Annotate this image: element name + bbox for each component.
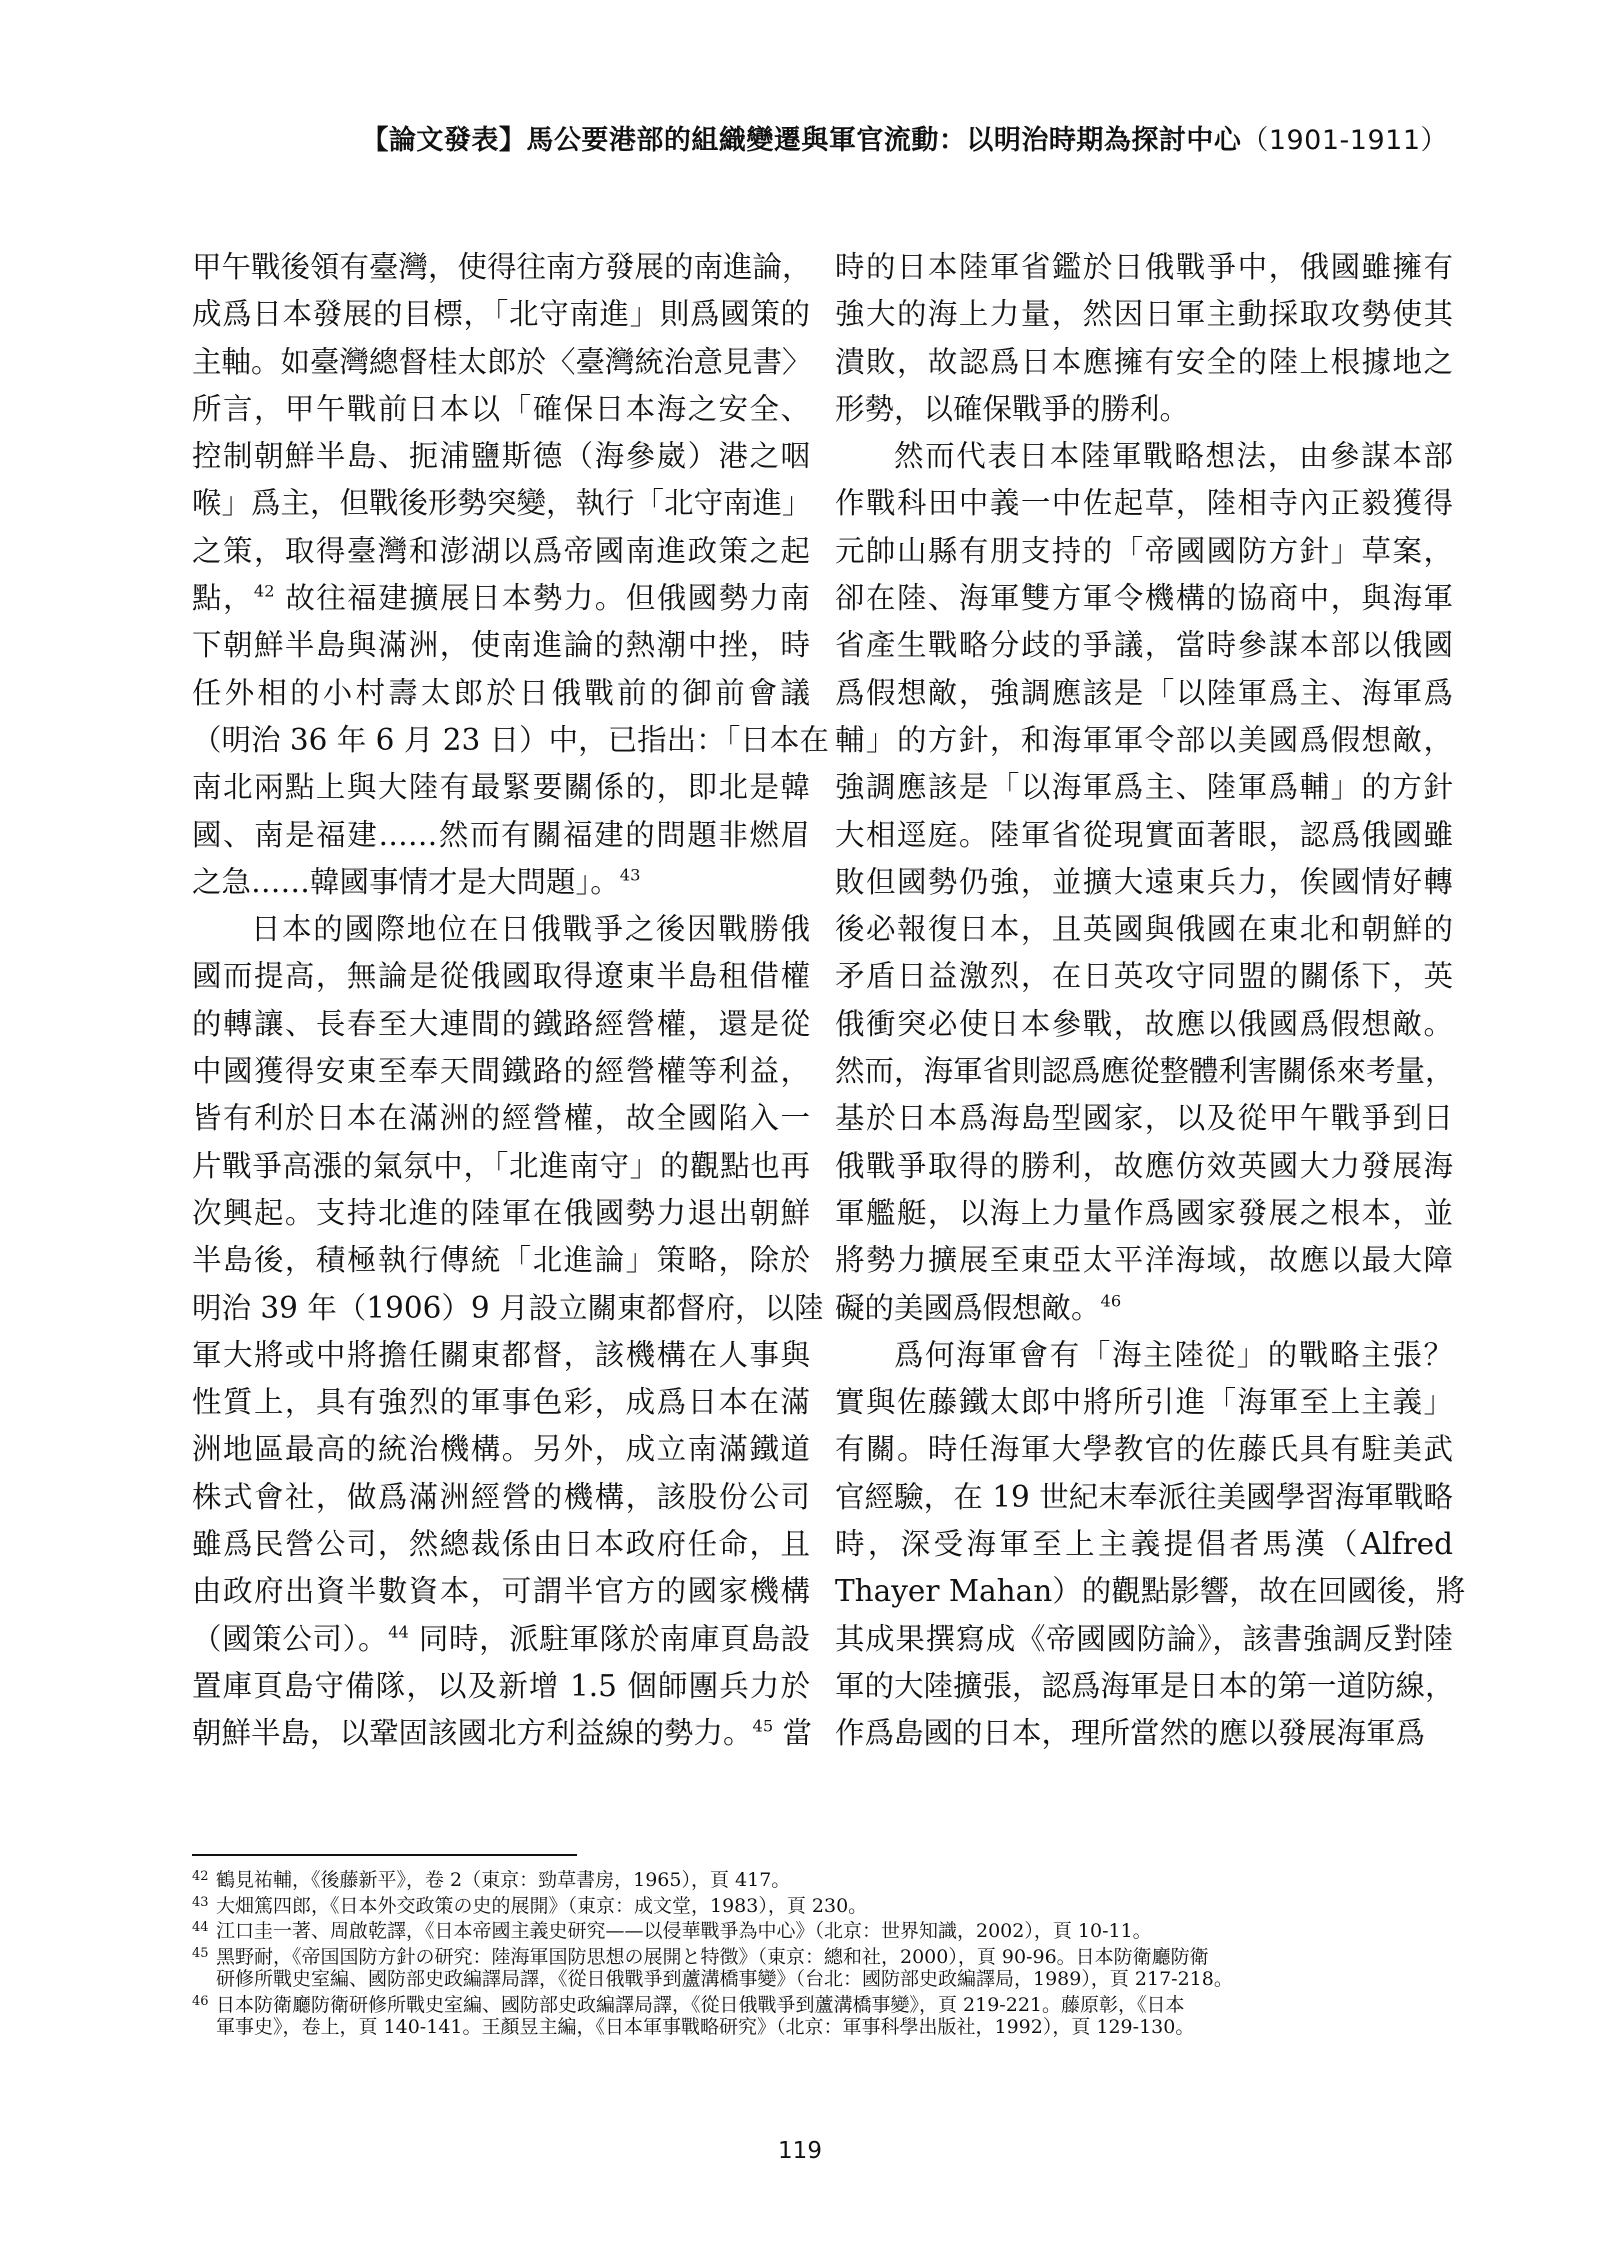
paragraph (192, 906, 824, 1757)
footnote-text: 江口圭一著、周啟乾譯，《日本帝國主義史研究——以侵華戰爭為中心》（北京：世界知識，2002），頁 10-11。 (216, 1920, 1152, 1942)
page-number: 119 (778, 2138, 822, 2164)
footnote-number: 45 (192, 1945, 209, 1961)
text-line: （明治 36 年 6 月 23 日）中，已指出：「日本在 (192, 722, 829, 757)
paragraph (192, 244, 829, 906)
header-title: 馬公要港部的組織變遷與軍官流動：以明治時期為探討中心 (526, 125, 1242, 156)
footnote-ref[interactable]: 42 (253, 581, 275, 601)
text-line: 將勢力擴展至東亞太平洋海域，故應以最大障 (835, 1243, 1453, 1278)
footnote-ref[interactable]: 44 (388, 1622, 409, 1642)
left-column (192, 244, 829, 1758)
text-line: 然而，海軍省則認爲應從整體利害關係來考量， (835, 1054, 1455, 1089)
text-line: 礙的美國爲假想敵。$^{46}$ (835, 1290, 1122, 1325)
text-line: 性質上，具有強烈的軍事色彩，成爲日本在滿 (192, 1385, 810, 1420)
text-line: 省產生戰略分歧的爭議，當時參謀本部以俄國 (835, 628, 1453, 663)
text-line: 爲假想敵，強調應該是「以陸軍爲主、海軍爲 (835, 675, 1453, 710)
footnote-text: 黑野耐，《帝国国防方針の研究：陸海軍国防思想の展開と特徴》（東京：總和社，2000），頁 90-96。日本防衛廳防衛 (216, 1945, 1209, 1968)
text-line: 半島後，積極執行傳統「北進論」策略，除於 (192, 1243, 810, 1278)
text-line: 強大的海上力量，然因日軍主動採取攻勢使其 (835, 297, 1453, 332)
paragraph (835, 244, 1453, 433)
text-line: 控制朝鮮半島、扼浦鹽斯德（海參崴）港之咽 (192, 439, 810, 474)
text-line: 俄衝突必使日本參戰，故應以俄國爲假想敵。 (835, 1006, 1453, 1041)
text-line: 所言，甲午戰前日本以「確保日本海之安全、 (192, 391, 810, 426)
text-line: 卻在陸、海軍雙方軍令機構的協商中，與海軍 (835, 581, 1453, 616)
text-line: 南北兩點上與大陸有最緊要關係的，即北是韓 (192, 770, 810, 805)
text-line: 強調應該是「以海軍爲主、陸軍爲輔」的方針 (835, 770, 1453, 805)
text-line: 朝鮮半島，以鞏固該國北方利益線的勢力。$^{45}$ 當 (192, 1716, 813, 1751)
text-line: 有關。時任海軍大學教官的佐藤氏具有駐美武 (835, 1432, 1453, 1467)
text-line: 後必報復日本，且英國與俄國在東北和朝鮮的 (835, 912, 1453, 947)
text-line: 洲地區最高的統治機構。另外，成立南滿鐵道 (192, 1432, 810, 1467)
text-line: 點，$^{42}$ 故往福建擴展日本勢力。但俄國勢力南 (192, 581, 810, 616)
footnote-42 (192, 1866, 1442, 1892)
text-line: 大相逕庭。陸軍省從現實面著眼，認爲俄國雖 (835, 817, 1453, 852)
footnote-ref[interactable]: 45 (752, 1716, 774, 1736)
text-line: 國、南是福建……然而有關福建的問題非燃眉 (192, 817, 810, 852)
text-line: 日本的國際地位在日俄戰爭之後因戰勝俄 (251, 912, 810, 947)
text-line: 國而提高，無論是從俄國取得遼東半島租借權 (192, 959, 810, 994)
text-line: Thayer Mahan）的觀點影響，故在回國後，將 (835, 1574, 1466, 1609)
footnote-45 (192, 1943, 1442, 1969)
text-line: 基於日本爲海島型國家，以及從甲午戰爭到日 (835, 1101, 1453, 1136)
text-line: 雖爲民營公司，然總裁係由日本政府任命，且 (192, 1527, 810, 1562)
text-line: 株式會社，做爲滿洲經營的機構，該股份公司 (192, 1479, 810, 1514)
footnote-continuation: 軍事史》，卷上，頁 140-141。王顏昱主編，《日本軍事戰略研究》（北京：軍事科學出版社，1992），頁 129-130。 (216, 2016, 1195, 2038)
footnote-text: 大畑篤四郎，《日本外交政策の史的展開》（東京：成文堂，1983），頁 230。 (216, 1894, 868, 1917)
footnote-divider (192, 1854, 577, 1856)
footnotes (192, 1866, 1442, 2039)
footnote-43 (192, 1892, 1442, 1918)
text-line: 形勢，以確保戰爭的勝利。 (835, 391, 1190, 426)
text-line: 敗但國勢仍強，並擴大遠東兵力，俟國情好轉 (835, 864, 1453, 899)
text-line: 喉」爲主，但戰後形勢突變，執行「北守南進」 (192, 486, 812, 521)
right-column (835, 244, 1466, 1758)
text-line: 成爲日本發展的目標，「北守南進」則爲國策的 (192, 297, 810, 332)
footnote-continuation: 研修所戰史室編、國防部史政編譯局譯，《從日俄戰爭到蘆溝橋事變》（台北：國防部史政編譯局，1989），頁 217-218。 (216, 1968, 1233, 1990)
footnote-number: 43 (192, 1894, 209, 1910)
text-line: 其成果撰寫成《帝國國防論》，該書強調反對陸 (835, 1621, 1453, 1656)
text-line: 片戰爭高漲的氣氛中，「北進南守」的觀點也再 (192, 1148, 810, 1183)
text-line: 矛盾日益激烈，在日英攻守同盟的關係下，英 (835, 959, 1453, 994)
text-line: 任外相的小村壽太郎於日俄戰前的御前會議 (192, 675, 810, 710)
footnote-text: 日本防衛廳防衛研修所戰史室編、國防部史政編譯局譯，《從日俄戰爭到蘆溝橋事變》，頁 219-221。藤原彰，《日本 (216, 1993, 1185, 2016)
text-line: 之急……韓國事情才是大問題」。$^{43}$ (192, 864, 641, 899)
text-line: 作戰科田中義一中佐起草，陸相寺內正毅獲得 (835, 486, 1453, 521)
footnote-text: 鶴見祐輔，《後藤新平》，卷 2（東京：勁草書房，1965），頁 417。 (216, 1869, 791, 1891)
text-line: （國策公司）。$^{44}$ 同時，派駐軍隊於南庫頁島設 (192, 1621, 810, 1656)
text-line: 俄戰爭取得的勝利，故應仿效英國大力發展海 (835, 1148, 1453, 1183)
text-line: 然而代表日本陸軍戰略想法，由參謀本部 (894, 439, 1453, 474)
text-line: 置庫頁島守備隊，以及新增 1.5 個師團兵力於 (192, 1668, 810, 1703)
text-line: 爲何海軍會有「海主陸從」的戰略主張？ (894, 1337, 1453, 1372)
text-line: 軍的大陸擴張，認爲海軍是日本的第一道防線， (835, 1668, 1455, 1703)
text-line: 之策，取得臺灣和澎湖以爲帝國南進政策之起 (192, 533, 810, 568)
text-line: 明治 39 年（1906）9 月設立關東都督府，以陸 (192, 1290, 824, 1325)
text-line: 次興起。支持北進的陸軍在俄國勢力退出朝鮮 (192, 1195, 810, 1230)
text-line: 的轉讓、長春至大連間的鐵路經營權，還是從 (192, 1006, 810, 1041)
text-line: 輔」的方針，和海軍軍令部以美國爲假想敵， (835, 722, 1453, 757)
text-line: 軍大將或中將擔任關東都督，該機構在人事與 (192, 1337, 810, 1372)
text-line: 皆有利於日本在滿洲的經營權，故全國陷入一 (192, 1101, 810, 1136)
footnote-ref[interactable]: 46 (1100, 1291, 1122, 1311)
header-tag: 【論文發表】 (361, 125, 527, 156)
text-line: 由政府出資半數資本，可謂半官方的國家機構 (192, 1574, 810, 1609)
footnote-number: 44 (192, 1920, 209, 1935)
running-header (361, 118, 1448, 157)
text-line: 元帥山縣有朋支持的「帝國國防方針」草案， (835, 533, 1453, 568)
text-line: 中國獲得安東至奉天間鐵路的經營權等利益， (192, 1054, 810, 1089)
text-line: 時的日本陸軍省鑑於日俄戰爭中，俄國雖擁有 (835, 250, 1453, 284)
text-line: 主軸。如臺灣總督桂太郎於〈臺灣統治意見書〉 (192, 344, 812, 379)
header-years: （1901-1911） (1241, 125, 1448, 156)
footnote-44 (192, 1917, 1442, 1943)
footnote-46 (192, 1991, 1442, 2017)
paragraph (835, 433, 1453, 1332)
paragraph (835, 1332, 1466, 1758)
footnote-number: 42 (192, 1869, 209, 1884)
text-line: 時，深受海軍至上主義提倡者馬漢（Alfred (835, 1527, 1453, 1562)
text-line: 下朝鮮半島與滿洲，使南進論的熱潮中挫，時 (192, 628, 810, 663)
text-line: 作爲島國的日本，理所當然的應以發展海軍爲 (835, 1716, 1426, 1751)
footnote-number: 46 (192, 1993, 209, 2009)
footnote-ref[interactable]: 43 (619, 865, 641, 885)
text-line: 潰敗，故認爲日本應擁有安全的陸上根據地之 (835, 344, 1453, 379)
text-line: 官經驗，在 19 世紀末奉派往美國學習海軍戰略 (835, 1479, 1453, 1514)
text-line: 甲午戰後領有臺灣，使得往南方發展的南進論， (192, 250, 812, 284)
text-line: 實與佐藤鐵太郎中將所引進「海軍至上主義」 (835, 1385, 1453, 1420)
text-line: 軍艦艇，以海上力量作爲國家發展之根本，並 (835, 1195, 1453, 1230)
